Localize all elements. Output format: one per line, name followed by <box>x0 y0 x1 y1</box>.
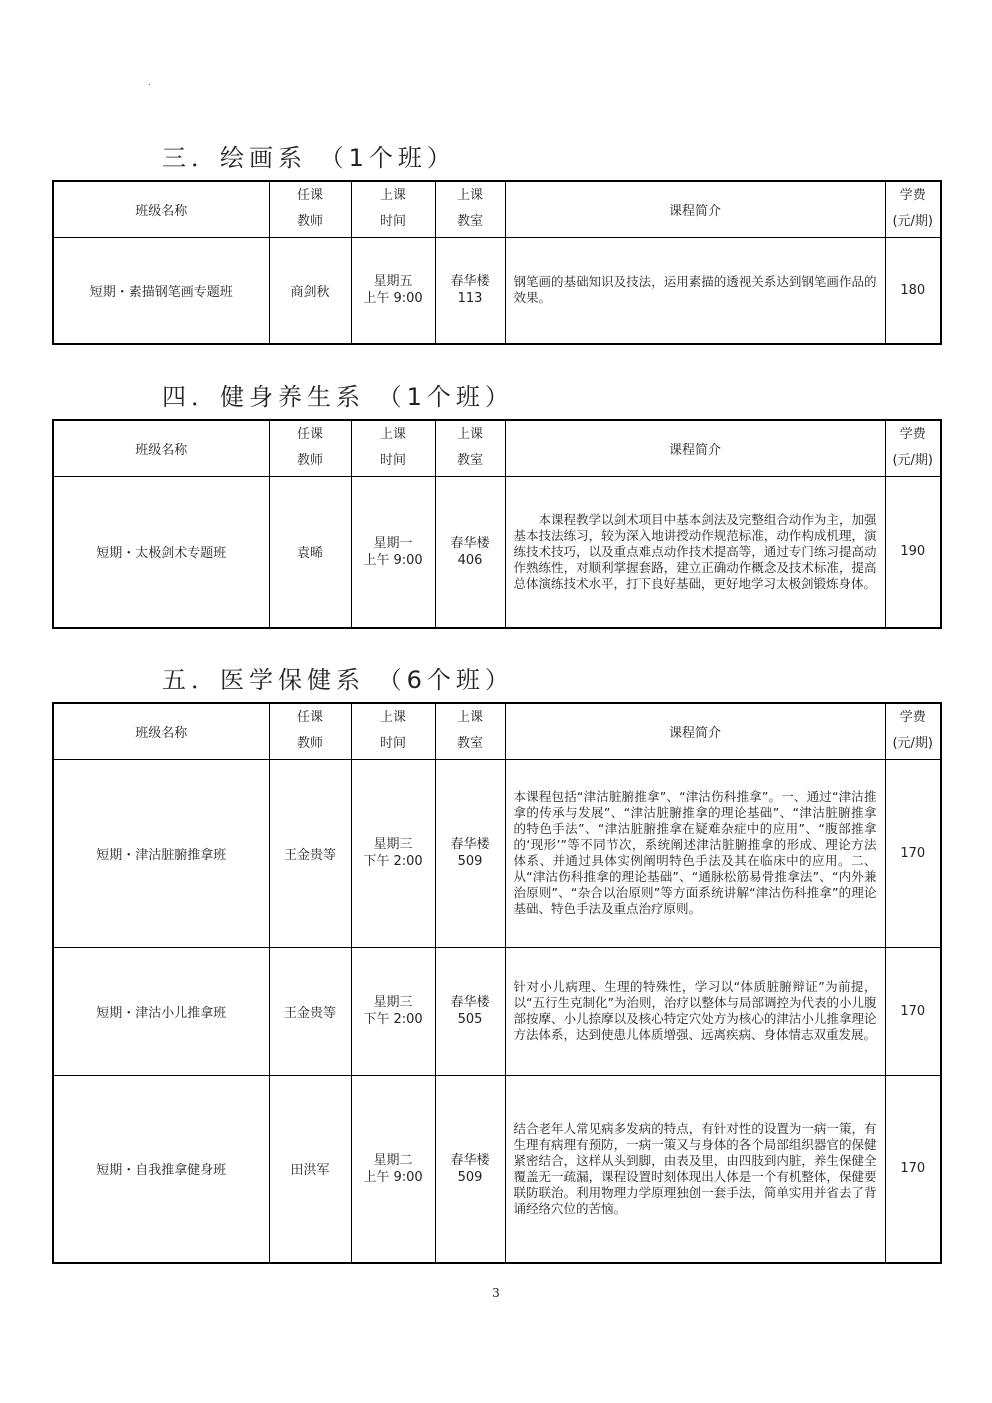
header-room: 上课 教室 <box>435 420 505 476</box>
header-fee: 学费 (元/期) <box>885 181 941 237</box>
header-description: 课程简介 <box>505 420 885 476</box>
classroom: 春华楼 509 <box>435 1075 505 1263</box>
classroom: 春华楼 505 <box>435 947 505 1075</box>
section-title-painting: 三．绘画系 （1个班） <box>162 144 456 172</box>
header-time: 上课 时间 <box>351 420 435 476</box>
teacher: 王金贵等 <box>269 759 351 947</box>
classroom: 春华楼 113 <box>435 237 505 344</box>
class-time: 星期五 上午 9:00 <box>351 237 435 344</box>
classroom: 春华楼 406 <box>435 476 505 628</box>
page-number: 3 <box>492 1286 500 1300</box>
class-time: 星期三 下午 2:00 <box>351 947 435 1075</box>
table-row <box>53 237 941 344</box>
header-class-name: 班级名称 <box>53 703 269 759</box>
classroom: 春华楼 509 <box>435 759 505 947</box>
class-name: 短期・素描钢笔画专题班 <box>53 237 269 344</box>
header-room: 上课 教室 <box>435 703 505 759</box>
class-name: 短期・津沽小儿推拿班 <box>53 947 269 1075</box>
fee: 170 <box>885 759 941 947</box>
section-title-medical: 五．医学保健系 （6个班） <box>162 666 514 694</box>
fee: 170 <box>885 1075 941 1263</box>
table-row <box>53 759 941 947</box>
table-row <box>53 1075 941 1263</box>
course-table-painting <box>52 180 942 345</box>
table-header-row <box>53 181 941 237</box>
fee: 180 <box>885 237 941 344</box>
teacher: 王金贵等 <box>269 947 351 1075</box>
class-time: 星期三 下午 2:00 <box>351 759 435 947</box>
header-teacher: 任课 教师 <box>269 420 351 476</box>
class-time: 星期二 上午 9:00 <box>351 1075 435 1263</box>
course-description: 针对小儿病理、生理的特殊性，学习以“体质脏腑辩证”为前提，以“五行生克制化”为治则，治疗以整体与局部调控为代表的小儿腹部按摩、小儿捺摩以及核心特定穴处方为核心的津沽小儿推拿理论方法体系，达到使患儿体质增强、远离疾病、身体情志双重发展。 <box>505 947 885 1075</box>
course-description: 本课程教学以剑术项目中基本剑法及完整组合动作为主，加强基本技法练习，较为深入地讲授动作规范标准，动作构成机理，演练技术技巧，以及重点难点动作技术提高等，通过专门练习提高动作熟练性，对顺利掌握套路，建立正确动作概念及技术标准，提高总体演练技术水平，打下良好基础，更好地学习太极剑锻炼身体。 <box>505 476 885 628</box>
table-header-row <box>53 420 941 476</box>
class-time: 星期一 上午 9:00 <box>351 476 435 628</box>
section-title-fitness: 四．健身养生系 （1个班） <box>162 383 514 411</box>
teacher: 田洪军 <box>269 1075 351 1263</box>
header-description: 课程简介 <box>505 181 885 237</box>
course-table-medical <box>52 702 942 1264</box>
table-row <box>53 476 941 628</box>
header-time: 上课 时间 <box>351 703 435 759</box>
teacher: 袁晞 <box>269 476 351 628</box>
header-fee: 学费 (元/期) <box>885 703 941 759</box>
table-header-row <box>53 703 941 759</box>
header-class-name: 班级名称 <box>53 181 269 237</box>
table-row <box>53 947 941 1075</box>
course-description: 本课程包括“津沽脏腑推拿”、“津沽伤科推拿”。一、通过“津沽推拿的传承与发展”、“津沽脏腑推拿的理论基础”、“津沽脏腑推拿的特色手法”、“津沽脏腑推拿在疑难杂症中的应用”、“腹部推拿的‘现形’”等不同节次，系统阐述津沽脏腑推拿的形成、理论方法体系、并通过具体实例阐明特色手法及其在临床中的应用。二、从“津沽伤科推拿的理论基础”、“通脉松筋易骨推拿法”、“内外兼治原则”、“杂合以治原则”等方面系统讲解“津沽伤科推拿”的理论基础、特色手法及重点治疗原则。 <box>505 759 885 947</box>
class-name: 短期・自我推拿健身班 <box>53 1075 269 1263</box>
header-class-name: 班级名称 <box>53 420 269 476</box>
fee: 190 <box>885 476 941 628</box>
fee: 170 <box>885 947 941 1075</box>
header-teacher: 任课 教师 <box>269 181 351 237</box>
course-description: 钢笔画的基础知识及技法，运用素描的透视关系达到钢笔画作品的效果。 <box>505 237 885 344</box>
class-name: 短期・津沽脏腑推拿班 <box>53 759 269 947</box>
teacher: 商剑秋 <box>269 237 351 344</box>
header-description: 课程简介 <box>505 703 885 759</box>
speck-mark <box>149 84 150 85</box>
course-table-fitness <box>52 419 942 629</box>
header-time: 上课 时间 <box>351 181 435 237</box>
course-description: 结合老年人常见病多发病的特点，有针对性的设置为一病一策，有生理有病理有预防，一病一策又与身体的各个局部组织器官的保健紧密结合，这样从头到脚，由表及里，由四肢到内脏，养生保健全覆盖无一疏漏，课程设置时刻体现出人体是一个有机整体，保健要联防联治。利用物理力学原理独创一套手法，简单实用并省去了背诵经络穴位的苦恼。 <box>505 1075 885 1263</box>
header-fee: 学费 (元/期) <box>885 420 941 476</box>
header-room: 上课 教室 <box>435 181 505 237</box>
header-teacher: 任课 教师 <box>269 703 351 759</box>
class-name: 短期・太极剑术专题班 <box>53 476 269 628</box>
